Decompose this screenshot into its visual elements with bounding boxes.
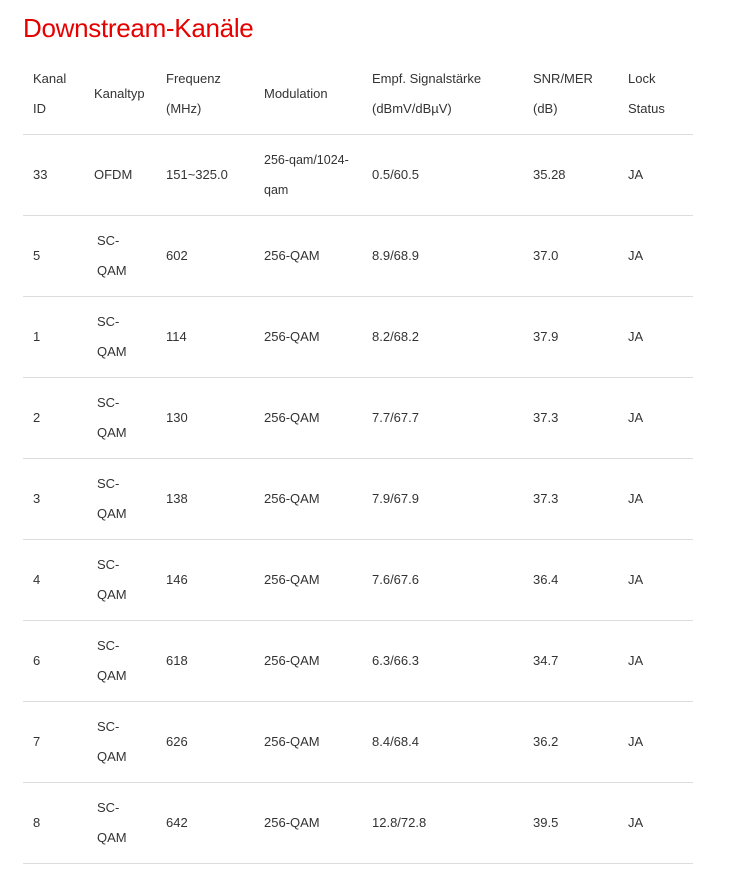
cell-lock-status: JA	[618, 135, 693, 216]
header-channel-type-label: Kanaltyp	[94, 86, 145, 101]
cell-channel-type	[84, 621, 156, 702]
cell-channel-type-text: SC-QAM	[97, 233, 127, 278]
cell-channel-id: 7	[23, 702, 84, 783]
cell-channel-type	[84, 702, 156, 783]
cell-channel-type-text: SC-QAM	[97, 719, 127, 764]
cell-snr: 39.5	[523, 783, 618, 864]
header-channel-id-line2: ID	[33, 101, 46, 116]
cell-frequency: 618	[156, 621, 254, 702]
header-frequency-line1: Frequenz	[166, 71, 221, 86]
cell-lock-status: JA	[618, 297, 693, 378]
cell-snr: 34.7	[523, 621, 618, 702]
cell-channel-type	[84, 378, 156, 459]
cell-channel-type	[84, 216, 156, 297]
header-row	[23, 54, 693, 135]
cell-modulation: 256-QAM	[254, 297, 362, 378]
header-channel-type	[84, 54, 156, 135]
cell-snr: 35.28	[523, 135, 618, 216]
table-row	[23, 702, 693, 783]
page-title: Downstream-Kanäle	[23, 13, 254, 43]
cell-channel-type-text: SC-QAM	[97, 800, 127, 845]
cell-channel-type: OFDM	[84, 135, 156, 216]
cell-channel-type	[84, 540, 156, 621]
header-snr	[523, 54, 618, 135]
cell-snr: 36.2	[523, 702, 618, 783]
cell-channel-type	[84, 297, 156, 378]
cell-channel-id: 8	[23, 783, 84, 864]
table-row	[23, 621, 693, 702]
cell-channel-type-text: SC-QAM	[97, 638, 127, 683]
table-row	[23, 783, 693, 864]
downstream-channels-table	[23, 54, 693, 864]
cell-modulation: 256-QAM	[254, 783, 362, 864]
cell-frequency: 138	[156, 459, 254, 540]
cell-channel-type	[84, 459, 156, 540]
header-signal-line1: Empf. Signalstärke	[372, 71, 482, 86]
table-header	[23, 54, 693, 135]
cell-channel-id: 5	[23, 216, 84, 297]
cell-channel-id: 2	[23, 378, 84, 459]
cell-channel-type	[84, 783, 156, 864]
cell-lock-status: JA	[618, 702, 693, 783]
cell-frequency: 114	[156, 297, 254, 378]
header-snr-line1: SNR/MER	[533, 71, 593, 86]
cell-lock-status: JA	[618, 459, 693, 540]
cell-lock-status: JA	[618, 540, 693, 621]
cell-signal-strength: 7.6/67.6	[362, 540, 523, 621]
cell-channel-id: 33	[23, 135, 84, 216]
cell-frequency: 642	[156, 783, 254, 864]
cell-signal-strength: 8.2/68.2	[362, 297, 523, 378]
cell-channel-type-text: SC-QAM	[97, 557, 127, 602]
cell-signal-strength: 0.5/60.5	[362, 135, 523, 216]
cell-channel-id: 4	[23, 540, 84, 621]
header-modulation	[254, 54, 362, 135]
header-frequency-line2: (MHz)	[166, 101, 202, 116]
cell-channel-type-text: SC-QAM	[97, 476, 127, 521]
header-signal-line2: (dBmV/dBµV)	[372, 101, 452, 116]
header-modulation-label: Modulation	[264, 86, 328, 101]
cell-snr: 37.3	[523, 378, 618, 459]
cell-channel-id: 6	[23, 621, 84, 702]
header-lock-status	[618, 54, 693, 135]
cell-channel-id: 1	[23, 297, 84, 378]
cell-signal-strength: 8.4/68.4	[362, 702, 523, 783]
table-body	[23, 135, 693, 864]
cell-frequency: 130	[156, 378, 254, 459]
cell-signal-strength: 8.9/68.9	[362, 216, 523, 297]
table-row	[23, 459, 693, 540]
cell-modulation: 256-QAM	[254, 459, 362, 540]
cell-snr: 37.3	[523, 459, 618, 540]
header-lock-line2: Status	[628, 101, 665, 116]
cell-snr: 37.0	[523, 216, 618, 297]
cell-snr: 36.4	[523, 540, 618, 621]
cell-modulation: 256-QAM	[254, 621, 362, 702]
table-row	[23, 135, 693, 216]
cell-signal-strength: 7.9/67.9	[362, 459, 523, 540]
cell-snr: 37.9	[523, 297, 618, 378]
table-row	[23, 378, 693, 459]
cell-modulation: 256-QAM	[254, 702, 362, 783]
cell-frequency: 146	[156, 540, 254, 621]
cell-frequency: 626	[156, 702, 254, 783]
cell-signal-strength: 7.7/67.7	[362, 378, 523, 459]
cell-signal-strength: 6.3/66.3	[362, 621, 523, 702]
cell-channel-type-text: SC-QAM	[97, 314, 127, 359]
header-channel-id-line1: Kanal	[33, 71, 67, 86]
cell-channel-type-text: SC-QAM	[97, 395, 127, 440]
cell-modulation: 256-QAM	[254, 216, 362, 297]
cell-frequency: 602	[156, 216, 254, 297]
cell-lock-status: JA	[618, 216, 693, 297]
cell-modulation: 256-QAM	[254, 540, 362, 621]
cell-channel-id: 3	[23, 459, 84, 540]
cell-lock-status: JA	[618, 621, 693, 702]
header-signal-strength	[362, 54, 523, 135]
header-snr-line2: (dB)	[533, 101, 558, 116]
table-row	[23, 297, 693, 378]
cell-modulation: 256-QAM	[254, 378, 362, 459]
cell-signal-strength: 12.8/72.8	[362, 783, 523, 864]
header-frequency	[156, 54, 254, 135]
cell-modulation-text: 256-qam/1024-qam	[264, 153, 349, 197]
header-channel-id	[23, 54, 84, 135]
cell-frequency: 151~325.0	[156, 135, 254, 216]
table-row	[23, 216, 693, 297]
cell-modulation	[254, 135, 362, 216]
header-lock-line1: Lock	[628, 71, 656, 86]
cell-lock-status: JA	[618, 378, 693, 459]
table-row	[23, 540, 693, 621]
cell-lock-status: JA	[618, 783, 693, 864]
